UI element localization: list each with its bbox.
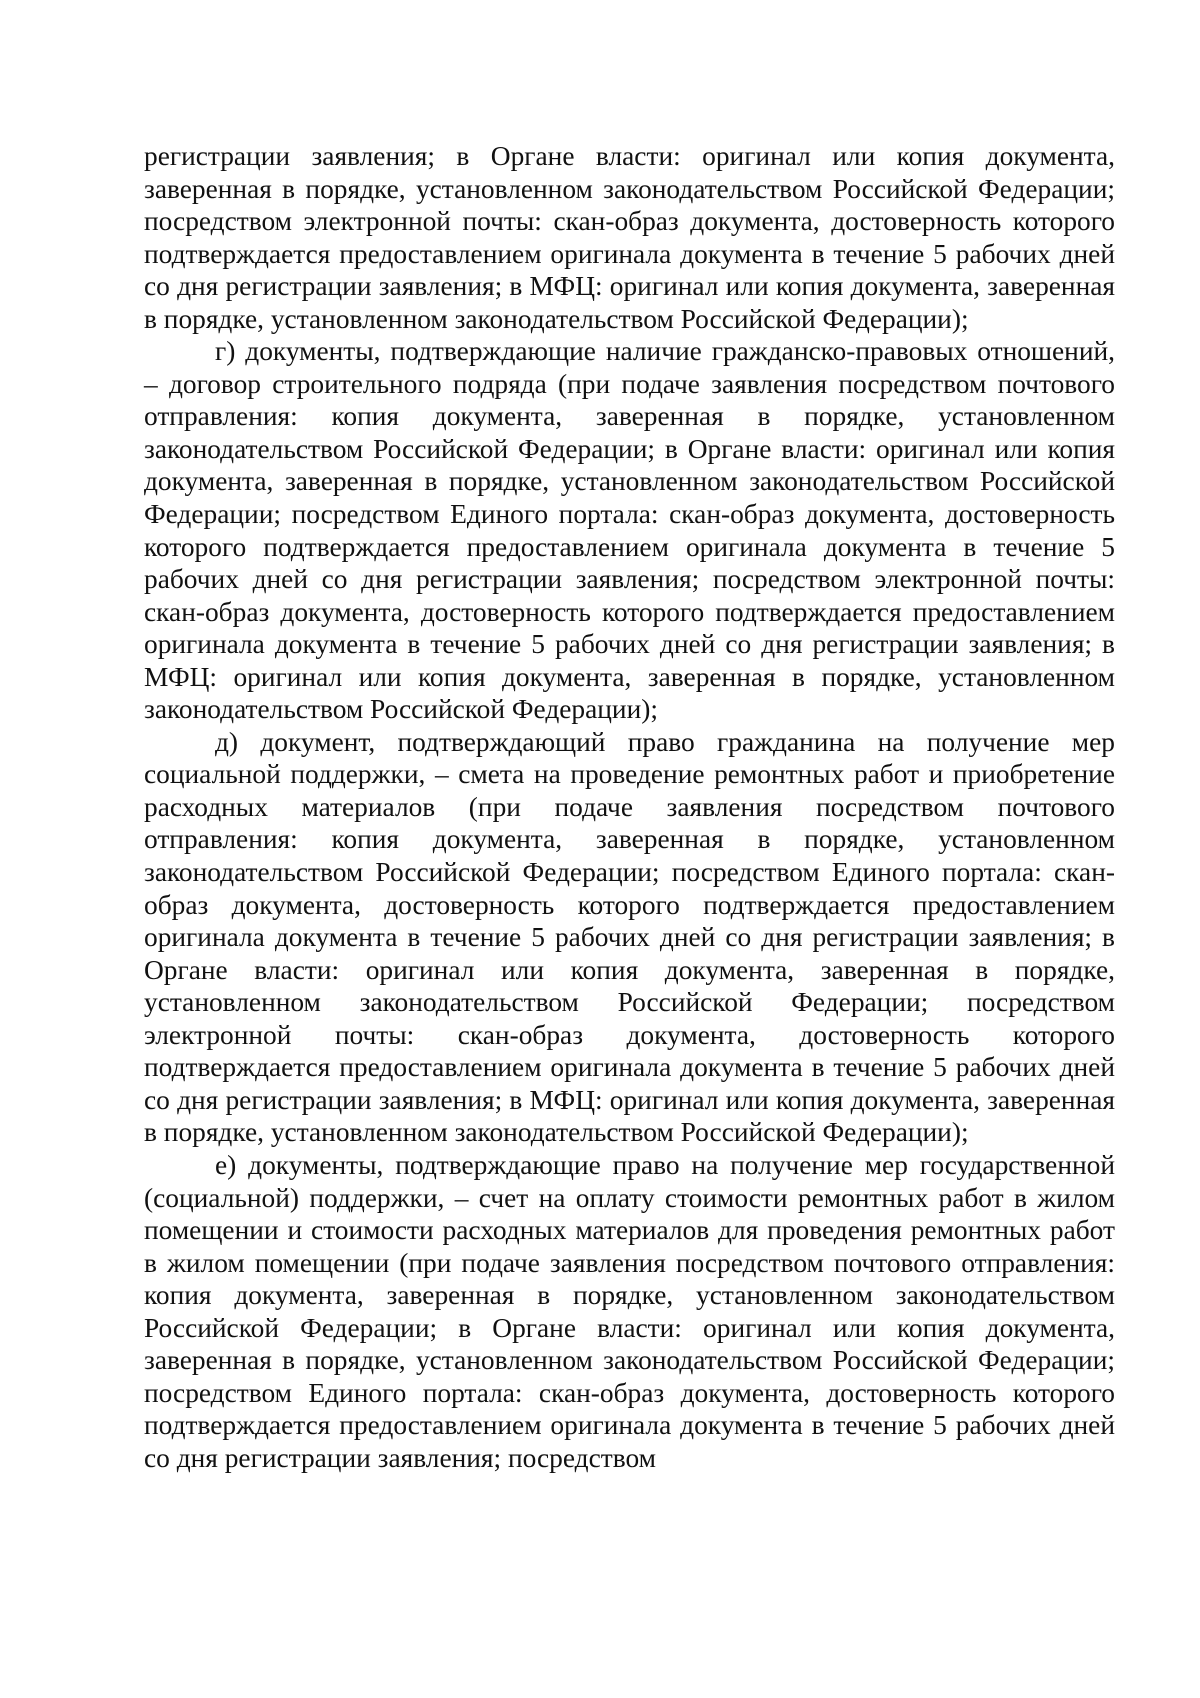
paragraph-item-g: г) документы, подтверждающие наличие гражданско-правовых отношений, – договор строительного подряда (при подаче заявления посредством почтового отправления: копия документа, заверенная в порядке, установленном законодательством Российской Федерации; в Органе власти: оригинал или копия документа, заверенная в порядке, установленном законодательством Российской Федерации; посредством Единого портала: скан-образ документа, достоверность которого подтверждается предоставлением оригинала документа в течение 5 рабочих дней со дня регистрации заявления; посредством электронной почты: скан-образ документа, достоверность которого подтверждается предоставлением оригинала документа в течение 5 рабочих дней со дня регистрации заявления; в МФЦ: оригинал или копия документа, заверенная в порядке, установленном законодательством Российской Федерации); <box>144 336 1115 725</box>
paragraph-item-d: д) документ, подтверждающий право гражданина на получение мер социальной поддержки, – смета на проведение ремонтных работ и приобретение расходных материалов (при подаче заявления посредством почтового отправления: копия документа, заверенная в порядке, установленном законодательством Российской Федерации; посредством Единого портала: скан-образ документа, достоверность которого подтверждается предоставлением оригинала документа в течение 5 рабочих дней со дня регистрации заявления; в Органе власти: оригинал или копия документа, заверенная в порядке, установленном законодательством Российской Федерации; посредством электронной почты: скан-образ документа, достоверность которого подтверждается предоставлением оригинала документа в течение 5 рабочих дней со дня регистрации заявления; в МФЦ: оригинал или копия документа, заверенная в порядке, установленном законодательством Российской Федерации); <box>144 726 1115 1148</box>
paragraph-item-e: е) документы, подтверждающие право на получение мер государственной (социальной) поддержки, – счет на оплату стоимости ремонтных работ в жилом помещении и стоимости расходных материалов для проведения ремонтных работ в жилом помещении (при подаче заявления посредством почтового отправления: копия документа, заверенная в порядке, установленном законодательством Российской Федерации; в Органе власти: оригинал или копия документа, заверенная в порядке, установленном законодательством Российской Федерации; посредством Единого портала: скан-образ документа, достоверность которого подтверждается предоставлением оригинала документа в течение 5 рабочих дней со дня регистрации заявления; посредством <box>144 1149 1115 1473</box>
paragraph-continuation: регистрации заявления; в Органе власти: оригинал или копия документа, заверенная в порядке, установленном законодательством Российской Федерации; посредством электронной почты: скан-образ документа, достоверность которого подтверждается предоставлением оригинала документа в течение 5 рабочих дней со дня регистрации заявления; в МФЦ: оригинал или копия документа, заверенная в порядке, установленном законодательством Российской Федерации); <box>144 141 1115 334</box>
document-body <box>144 140 1115 1474</box>
